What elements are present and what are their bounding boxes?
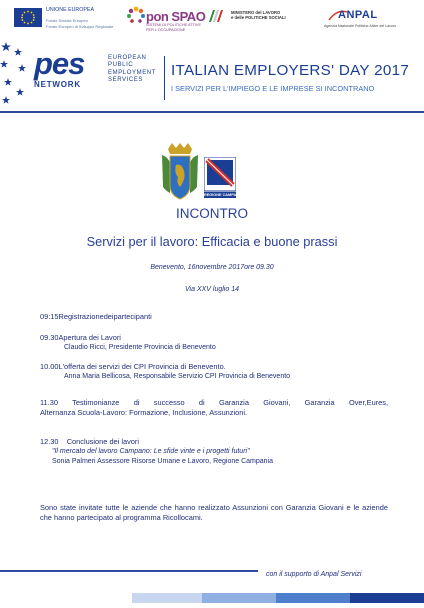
pon-spao-wordmark: pon SPAO xyxy=(146,9,206,24)
programme-title-continued: Alternanza Scuola-Lavoro: Formazione, Inclusione, Assunzioni. xyxy=(40,407,248,417)
programme-time: 09.30 xyxy=(40,333,59,342)
event-title: Servizi per il lavoro: Efficacia e buone prassi xyxy=(86,234,338,249)
programme-item xyxy=(40,312,388,322)
programme-title: Registrazionedeipartecipanti xyxy=(58,312,152,321)
programme-detail: Sonia Palmeri Assessore Risorse Umane e Lavoro, Regione Campania xyxy=(52,457,273,465)
programme-title: L'offerta dei servizi dei CPI Provincia di Benevento. xyxy=(58,362,226,371)
ministry-emblem-icon xyxy=(207,8,225,24)
event-datetime: Benevento, 16novembre 2017ore 09.30 xyxy=(150,264,274,271)
programme-time: 10.00 xyxy=(40,362,59,371)
invitation-note: Sono state invitate tutte le aziende che hanno realizzato Assunzioni con Garanzia Giovani e le aziende che hanno partecipato al programma Ricollocami. xyxy=(40,503,388,522)
banner-divider xyxy=(164,56,165,100)
event-banner-subtitle: I SERVIZI PER L'IMPIEGO E LE IMPRESE SI INCONTRANO xyxy=(171,84,375,93)
anpal-wordmark: ANPAL xyxy=(338,9,378,21)
eu-flag-logo xyxy=(14,8,42,27)
pes-network-label: NETWORK xyxy=(34,80,81,89)
programme-detail: Claudio Ricci, Presidente Provincia di Benevento xyxy=(64,343,216,351)
programme-title: Conclusione dei lavori xyxy=(66,437,140,446)
programme-item xyxy=(40,437,388,466)
pon-tagline: SISTEMI DI POLITICHE ATTIVE PER L'OCCUPAZIONE xyxy=(146,23,201,32)
programme-detail: Anna Maria Bellicosa, Responsabile Servizio CPI Provincia di Benevento xyxy=(64,372,291,380)
pes-services-label: EUROPEAN PUBLIC EMPLOYMENT SERVICES xyxy=(108,55,157,84)
footer-color-strip xyxy=(132,590,424,600)
programme-item xyxy=(40,398,388,418)
event-heading: INCONTRO xyxy=(176,206,248,221)
programme-quote: "Il mercato del lavoro Campano: Le sfide vinte e i progetti futuri" xyxy=(52,447,250,455)
eu-label: UNIONE EUROPEA Fondo Sociale Europeo Fondo Europeo di Sviluppo Regionale xyxy=(46,7,114,29)
programme-time: 11.30 xyxy=(40,398,58,407)
programme-title: Apertura dei Lavori xyxy=(58,333,121,342)
regione-label: REGIONE CAMPANIA xyxy=(204,193,243,197)
event-banner-title: ITALIAN EMPLOYERS' DAY 2017 xyxy=(171,62,410,79)
ministry-label: MINISTERO del LAVORO e delle POLITICHE SOCIALI xyxy=(231,10,286,20)
banner-rule xyxy=(0,111,424,113)
event-address: Via XXV luglio 14 xyxy=(185,286,239,293)
regione-label-bar xyxy=(204,192,243,198)
footer-rule xyxy=(0,570,258,572)
programme-item xyxy=(40,362,388,382)
pes-wordmark: pes xyxy=(34,46,85,81)
programme-time: 09:15 xyxy=(40,312,59,321)
programme-title: Testimonianze di successo di Garanzia Giovani, Garanzia Over,Eures, xyxy=(72,398,388,407)
provincia-benevento-coat-icon xyxy=(162,143,198,201)
footer-support-text: con il supporto di Anpal Servizi xyxy=(266,571,362,578)
anpal-tagline: Agenzia Nazionale Politiche Attive del Lavoro xyxy=(324,24,397,28)
programme-item xyxy=(40,333,388,353)
programme-time: 12.30 xyxy=(40,437,59,446)
